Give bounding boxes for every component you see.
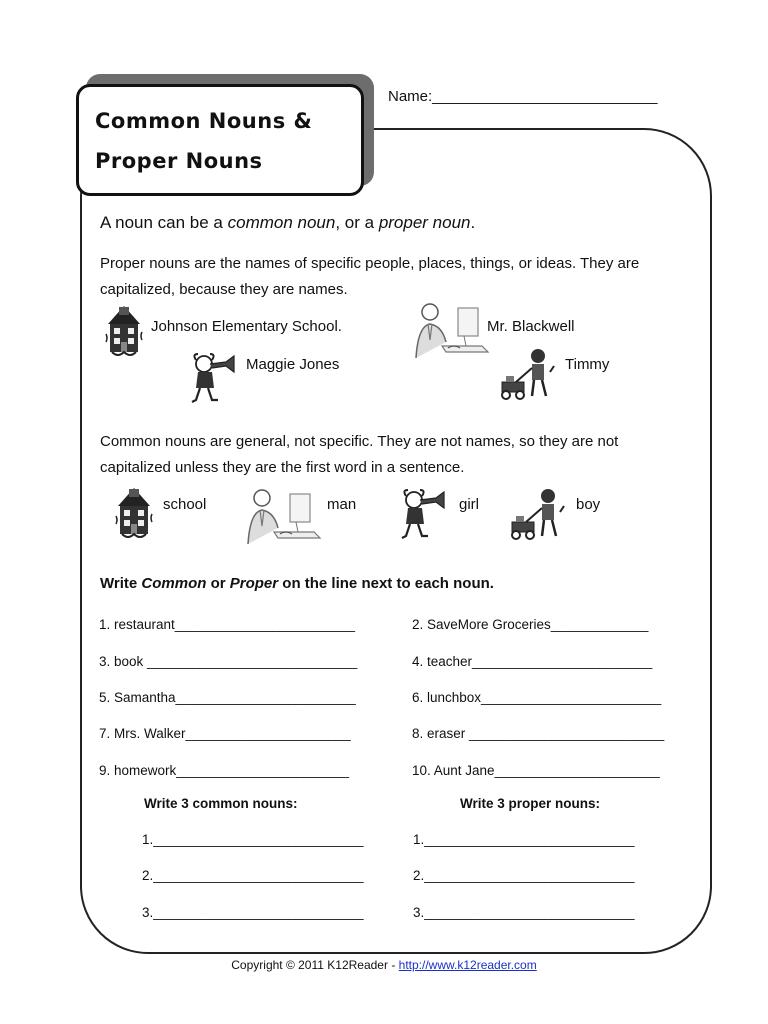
proper-answer-line-2[interactable]: 2.____________________________ bbox=[413, 868, 635, 883]
intro-common-noun: common noun bbox=[227, 213, 336, 232]
boy-with-wagon-icon bbox=[498, 346, 558, 402]
girl-with-trumpet-icon bbox=[186, 350, 242, 406]
intro-text-a: A noun can be a bbox=[100, 213, 228, 232]
proper-example-girl: Maggie Jones bbox=[246, 356, 340, 373]
instr-text-a: Write bbox=[100, 575, 142, 592]
common-answer-line-1[interactable]: 1.____________________________ bbox=[142, 832, 364, 847]
exercise-item-7[interactable]: 7. Mrs. Walker______________________ bbox=[99, 726, 351, 741]
intro-sentence bbox=[100, 210, 475, 236]
common-definition bbox=[100, 429, 618, 481]
proper-def-line-2: capitalized, because they are names. bbox=[100, 281, 348, 298]
girl-with-trumpet-icon bbox=[396, 486, 452, 542]
instr-text-c: on the line next to each noun. bbox=[278, 575, 494, 592]
instr-common: Common bbox=[141, 575, 207, 592]
title-box bbox=[76, 84, 364, 196]
proper-example-boy: Timmy bbox=[565, 356, 610, 373]
instr-proper: Proper bbox=[229, 575, 279, 592]
intro-text-b: , or a bbox=[335, 213, 379, 232]
common-example-school: school bbox=[163, 496, 207, 513]
exercise-item-5[interactable]: 5. Samantha________________________ bbox=[99, 690, 356, 705]
common-answer-line-3[interactable]: 3.____________________________ bbox=[142, 905, 364, 920]
common-example-girl: girl bbox=[459, 496, 480, 513]
intro-proper-noun: proper noun bbox=[378, 213, 471, 232]
proper-example-school: Johnson Elementary School. bbox=[151, 318, 342, 335]
write-common-heading: Write 3 common nouns: bbox=[144, 796, 298, 811]
man-at-desk-icon bbox=[244, 486, 324, 550]
exercise-item-9[interactable]: 9. homework_______________________ bbox=[99, 763, 349, 778]
proper-example-man: Mr. Blackwell bbox=[487, 318, 575, 335]
common-def-line-2: capitalized unless they are the first word in a sentence. bbox=[100, 459, 465, 476]
exercise-item-2[interactable]: 2. SaveMore Groceries_____________ bbox=[412, 617, 649, 632]
k12reader-link[interactable]: http://www.k12reader.com bbox=[398, 958, 537, 972]
exercise-item-6[interactable]: 6. lunchbox________________________ bbox=[412, 690, 662, 705]
proper-def-line-1: Proper nouns are the names of specific people, places, things, or ideas. They are bbox=[100, 255, 640, 272]
boy-with-wagon-icon bbox=[508, 486, 568, 542]
proper-answer-line-1[interactable]: 1.____________________________ bbox=[413, 832, 635, 847]
proper-answer-line-3[interactable]: 3.____________________________ bbox=[413, 905, 635, 920]
title-line-2: Proper Nouns bbox=[95, 149, 263, 173]
title-line-1: Common Nouns & bbox=[95, 109, 313, 133]
intro-text-c: . bbox=[470, 213, 476, 232]
common-def-line-1: Common nouns are general, not specific. They are not names, so they are not bbox=[100, 433, 619, 450]
common-example-boy: boy bbox=[576, 496, 601, 513]
exercise-item-3[interactable]: 3. book ____________________________ bbox=[99, 654, 358, 669]
exercise-item-1[interactable]: 1. restaurant________________________ bbox=[99, 617, 355, 632]
exercise-item-4[interactable]: 4. teacher________________________ bbox=[412, 654, 653, 669]
instr-text-b: or bbox=[206, 575, 230, 592]
write-proper-heading: Write 3 proper nouns: bbox=[460, 796, 601, 811]
man-at-desk-icon bbox=[412, 300, 492, 364]
exercise-item-10[interactable]: 10. Aunt Jane______________________ bbox=[412, 763, 660, 778]
instructions bbox=[100, 575, 494, 592]
exercise-item-8[interactable]: 8. eraser __________________________ bbox=[412, 726, 665, 741]
proper-definition bbox=[100, 251, 639, 303]
name-field[interactable]: Name:___________________________ bbox=[388, 88, 658, 105]
copyright-text: Copyright © 2011 K12Reader - bbox=[231, 958, 399, 972]
footer bbox=[0, 958, 768, 972]
school-house-icon bbox=[114, 486, 154, 542]
common-answer-line-2[interactable]: 2.____________________________ bbox=[142, 868, 364, 883]
school-house-icon bbox=[104, 304, 144, 360]
common-example-man: man bbox=[327, 496, 357, 513]
